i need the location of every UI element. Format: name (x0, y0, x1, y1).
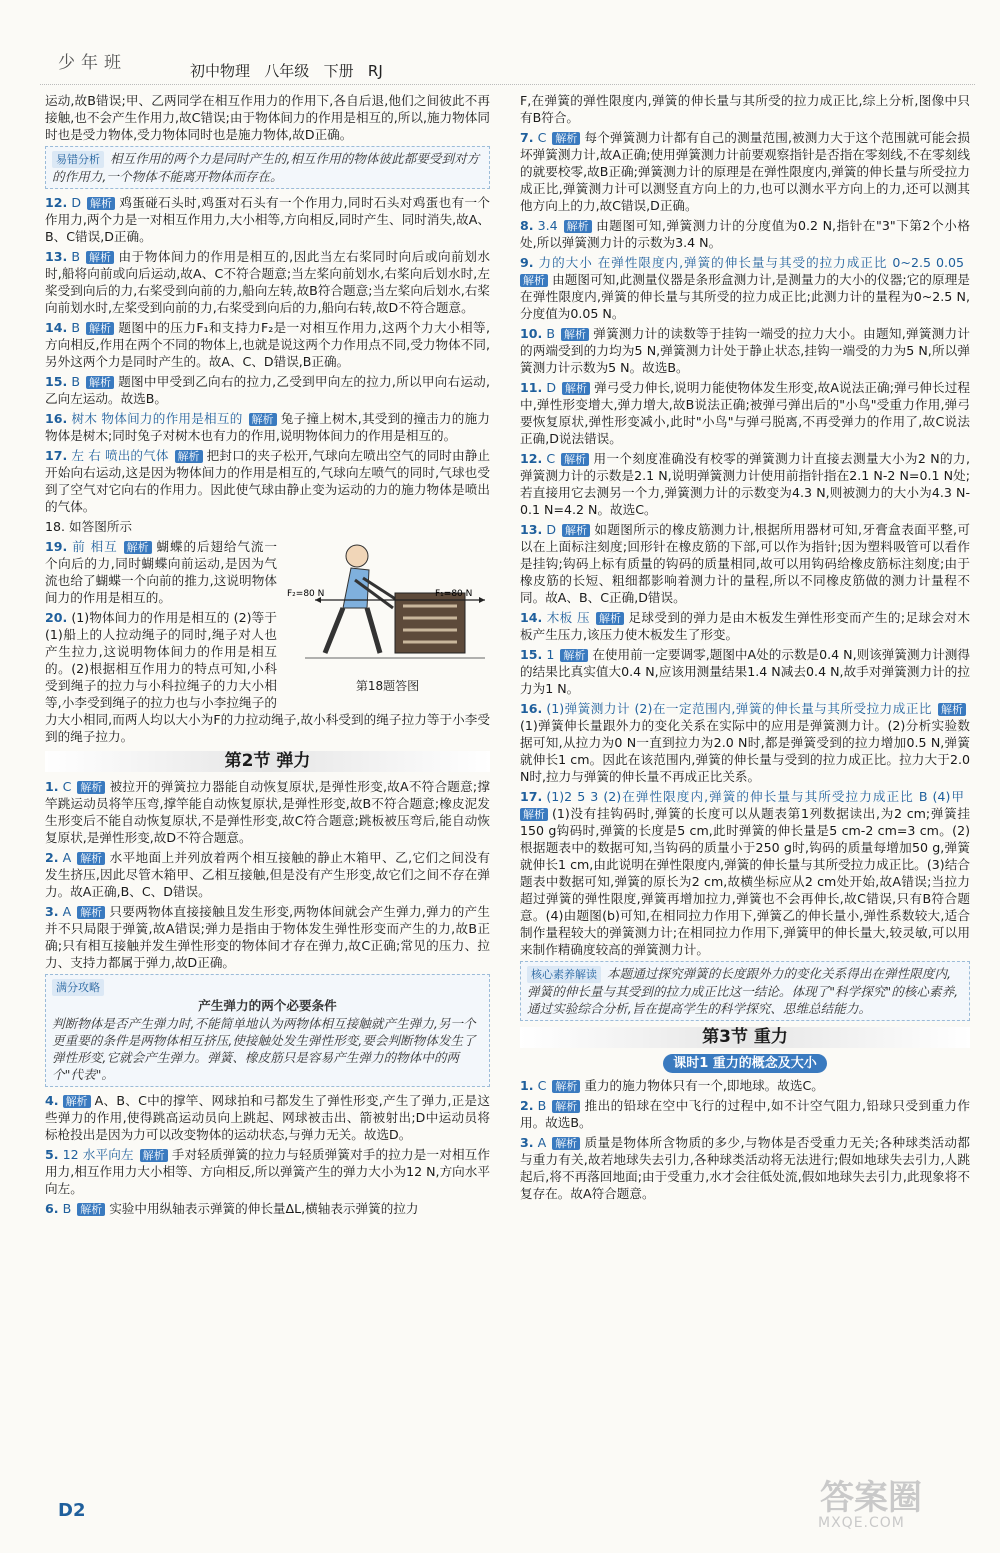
answer-explanation: 把封口的夹子松开,气球向左喷出空气的同时由静止开始向右运动,这是因为物体间力的作用是相互的,气球向左喷气的同时,气球也受到了空气对它向右的作用力。因此使气球由静止变为运动的力的施力物体是喷出的气体。 (45, 448, 490, 514)
answer-key: C (537, 1078, 547, 1093)
answer-explanation: 在使用前一定要调零,题图中A处的示数是0.4 N,则该弹簧测力计测得的结果比真实值大0.4 N,应该用测量结果1.4 N减去0.4 N,故手对弹簧测力计的拉力为1 N。 (520, 647, 970, 696)
answer-list (45, 778, 490, 971)
answer-number: 14. (45, 320, 68, 335)
answer-number: 7. (520, 130, 534, 145)
answer-explanation: A、B、C中的撑竿、网球拍和弓都发生了弹性形变,产生了弹力,正是这些弹力的作用,使得跳高运动员向上跳起、网球被击出、箭被射出;D中运动员将标枪投出是因为力可以改变物体的运动状态,与弹力无关。故选D。 (45, 1093, 490, 1142)
answer-number: 11. (520, 380, 543, 395)
answer-key: 树木 物体间力的作用是相互的 (71, 411, 243, 426)
answer-explanation: 质量是物体所含物质的多少,与物体是否受重力无关;各种球类活动都与重力有关,故若地球失去引力,各种球类活动将无法进行;假如地球失去引力,人跳起后,将不再落回地面;由于受重力,水才会往低处流,假如地球失去引力,此现象将不复存在。故A符合题意。 (520, 1135, 970, 1201)
header-divider (40, 84, 975, 85)
left-column (45, 92, 490, 1220)
answer-number: 1. (45, 779, 59, 794)
figure-18 (285, 538, 490, 695)
analysis-tag: 解析 (520, 808, 548, 821)
answer-explanation: 弹弓受力伸长,说明力能使物体发生形变,故A说法正确;弹弓伸长过程中,弹性形变增大,弹力增大,故B说法正确;被弹弓弹出后的"小鸟"受重力作用,弹弓要恢复原状,弹性形变减小,此时"小鸟"与弹弓脱离,不再受弹力的作用了,故C说法正确,D说法错误。 (520, 380, 970, 446)
analysis-tag: 解析 (552, 1080, 580, 1093)
answer-item (45, 410, 490, 444)
watermark-url: MXQE.COM (818, 1515, 905, 1531)
answer-explanation: 实验中用纵轴表示弹簧的伸长量ΔL,横轴表示弹簧的拉力 (109, 1201, 419, 1216)
box-icon (395, 593, 465, 653)
answer-number: 6. (45, 1201, 59, 1216)
answer-key: 3.4 (537, 218, 558, 233)
answer-number: 15. (520, 647, 543, 662)
analysis-tag: 解析 (560, 649, 588, 662)
analysis-tag: 解析 (938, 703, 966, 716)
answer-number: 5. (45, 1147, 59, 1162)
core-literacy-text: 本题通过探究弹簧的长度跟外力的变化关系得出在弹性限度内,弹簧的伸长量与其受到的拉力成正比这一结论。体现了"科学探究"的核心素养,通过实验综合分析,旨在提高学生的科学探究、思维总结能力。 (527, 966, 959, 1016)
answer-key: A (62, 904, 72, 919)
answer-explanation: 用一个刻度准确没有校零的弹簧测力计直接去测量大小为2 N的力,弹簧测力计的示数是2.1 N,说明弹簧测力计使用前指针指在2.1 N-2 N=0.1 N处;若直接用它去测另一个力,弹簧测力计的示数变为4.3 N,则被测力的大小为4.3 N-0.1 N=4.2 N。故选C。 (520, 451, 970, 517)
answer-explanation: 由题图可知,此测量仪器是条形盒测力计,是测量力的大小的仪器;它的原理是在弹性限度内,弹簧的伸长量与其所受的拉力成正比;此测力计的量程为0~2.5 N,分度值为0.05 N。 (520, 272, 970, 321)
answer-explanation: 手对轻质弹簧的拉力与轻质弹簧对手的拉力是一对相互作用力,相互作用力大小相等、方向相反,所以弹簧产生的弹力大小为12 N,方向水平向左。 (45, 1147, 491, 1196)
answer-item (45, 518, 490, 535)
answer-explanation: 被拉开的弹簧拉力器能自动恢复原状,是弹性形变,故A不符合题意;撑竿跳运动员将竿压弯,撑竿能自动恢复原状,是弹性形变,故B不符合题意;橡皮泥发生形变后不能自动恢复原状,不是弹性形变,故C符合题意;跳板被压弯后,能自动恢复原状,是弹性形变,故D不符合题意。 (45, 779, 490, 845)
analysis-tag: 解析 (552, 1100, 580, 1113)
answer-item (520, 325, 970, 376)
answer-explanation: 足球受到的弹力是由木板发生弹性形变而产生的;足球会对木板产生压力,该压力使木板发生了形变。 (520, 610, 970, 642)
analysis-tag: 解析 (124, 541, 152, 554)
answer-item (520, 450, 970, 518)
answer-number: 8. (520, 218, 534, 233)
answer-number: 15. (45, 374, 68, 389)
answer-item (520, 521, 970, 606)
page-number: D2 (58, 1500, 86, 1521)
answer-item (45, 903, 490, 971)
answer-18: 18. 如答图所示 (45, 519, 133, 534)
answer-number: 4. (45, 1093, 59, 1108)
lesson-label: 课时1 重力的概念及大小 (663, 1054, 827, 1073)
answer-key: A (537, 1135, 547, 1150)
answer-number: 9. (520, 255, 534, 270)
book-title: 初中物理 八年级 下册 RJ (190, 62, 383, 80)
answer-explanation: 只要两物体直接接触且发生形变,两物体间就会产生弹力,弹力的产生并不只局限于弹簧,故A错误;弹力是指由于物体发生弹性形变而产生的力,故B正确;只有相互接触并发生弹性形变的物体间才存在弹力,故C正确;常见的压力、拉力、支持力都属于弹力,故D正确。 (45, 904, 490, 970)
mistake-analysis-box (45, 146, 490, 189)
full-score-box (45, 974, 490, 1087)
answer-explanation: 推出的铅球在空中飞行的过程中,如不计空气阻力,铅球只受到重力作用。故选B。 (520, 1098, 970, 1130)
boy-legs-icon (325, 608, 380, 653)
answer-explanation: 题图中的压力F₁和支持力F₂是一对相互作用力,这两个力大小相等,方向相反,作用在两个不同的物体上,也就是说这两个力作用点不同,受力物体不同,另外这两个力是同时产生的。故A、C、D错误,B正确。 (45, 320, 490, 369)
section-heading: 第2节 弹力 (45, 751, 490, 772)
answer-number: 13. (45, 249, 68, 264)
answer-key: D (546, 380, 557, 395)
figure-caption: 第18题答图 (355, 679, 420, 693)
f1-label: F₁=80 N (435, 589, 473, 599)
analysis-tag: 解析 (87, 197, 115, 210)
answer-number: 20. (45, 610, 68, 625)
answer-key: 1 (546, 647, 555, 662)
answer-explanation: 由于物体间力的作用是相互的,因此当左右桨同时向后或向前划水时,船将向前或向后运动,故A、C不符合题意;当左桨向前划水,右桨向后划水时,左桨受到向后的力,右桨受到向前的力,船向左转,故B符合题意;当左桨向后划水,右桨向前划水时,左桨受到向前的力,右桨受到向后的力,船向右转,故D不符合题意。 (45, 249, 490, 315)
analysis-tag: 解析 (564, 220, 592, 233)
full-score-label: 满分攻略 (52, 979, 104, 996)
answer-item (45, 319, 490, 370)
answer-list (520, 129, 970, 958)
answer-item (45, 447, 490, 515)
analysis-tag: 解析 (561, 453, 589, 466)
answer-item (45, 1146, 490, 1197)
answer-number: 14. (520, 610, 543, 625)
analysis-tag: 解析 (552, 132, 580, 145)
series-logo: 少年班 (58, 53, 127, 73)
answer-number: 16. (520, 701, 543, 716)
answer-explanation: (1)弹簧伸长量跟外力的变化关系在实际中的应用是弹簧测力计。(2)分析实验数据可知,从拉力为0 N一直到拉力为2.0 N时,都是弹簧受到的拉力增加0.5 N,弹簧就伸长1 cm。因此在该范围内,弹簧的伸长量与受到的拉力成正比。拉力大于2.0 N时,拉力与弹簧的伸长量不再成正比关系。 (520, 718, 970, 784)
analysis-tag: 解析 (175, 450, 203, 463)
answer-number: 2. (45, 850, 59, 865)
answer-number: 3. (520, 1135, 534, 1150)
answer-explanation: 兔子撞上树木,其受到的撞击力的施力物体是树木;同时兔子对树木也有力的作用,说明物体间力的作用是相互的。 (45, 411, 490, 443)
answer-explanation: 如题图所示的橡皮筋测力计,根据所用器材可知,牙膏盒表面平整,可以在上面标注刻度;回形针在橡皮筋的下部,可以作为指针;因为塑料吸管可以看作是挂钩;钩码上标有质量的钩码的质量相同,故可以用钩码给橡皮筋标注刻度;由于橡皮筋的长短、粗细都影响着测力计的量程,所以不同橡皮筋做的测力计量程不同。故A、B、C正确,D错误。 (520, 522, 970, 605)
answer-number: 19. (45, 539, 68, 554)
full-score-title: 产生弹力的两个必要条件 (198, 998, 337, 1013)
answer-key: B (546, 326, 555, 341)
answer-list (520, 1077, 970, 1202)
answer-number: 2. (520, 1098, 534, 1113)
answer-number: 3. (45, 904, 59, 919)
answer-explanation: (1)没有挂钩码时,弹簧的长度可以从题表第1列数据读出,为2 cm;弹簧挂150 g钩码时,弹簧的长度是5 cm,此时弹簧的伸长量是5 cm-2 cm=3 cm。(2)根据题表中的数据可知,当钩码的质量小于250 g时,钩码的质量每增加50 g,弹簧就伸长1 cm,由此说明在弹性限度内,弹簧的伸长量与其所受拉力成正比。(3)结合题表中数据可知,弹簧的原长为2 cm,故横坐标应从2 cm处开始,故A错误;当拉力超过弹簧的弹性限度,弹簧再增加拉力,弹簧也不会再伸长,故C错误,只有B符合题意。(4)由题图(b)可知,在相同拉力作用下,弹簧乙的伸长量小,弹性系数较大,适合制作量程较大的弹簧测力计;在相同拉力作用下,弹簧甲的伸长量大,较灵敏,可以用来制作精确度较高的弹簧测力计。 (520, 806, 970, 957)
answer-key: 力的大小 在弹性限度内,弹簧的伸长量与其受的拉力成正比 0~2.5 0.05 (537, 255, 964, 270)
lesson-heading (520, 1054, 970, 1073)
analysis-tag: 解析 (552, 1137, 580, 1150)
answer-key: C (62, 779, 72, 794)
analysis-tag: 解析 (562, 382, 590, 395)
boy-head-icon (346, 545, 368, 567)
answer-key: 左 右 喷出的气体 (71, 448, 169, 463)
answer-key: C (537, 130, 547, 145)
answer-item (520, 609, 970, 643)
full-score-text: 判断物体是否产生弹力时,不能简单地认为两物体相互接触就产生弹力,另一个更重要的条件是两物体相互挤压,使接触处发生弹性形变,要会判断物体发生了弹性形变,它就会产生弹力。弹簧、橡皮筋只是容易产生弹力的物体中的两个"代表"。 (52, 1016, 476, 1082)
answer-explanation: 题图中甲受到乙向右的拉力,乙受到甲向左的拉力,所以甲向右运动,乙向左运动。故选B。 (45, 374, 490, 406)
analysis-tag: 解析 (596, 612, 624, 625)
answer-key: B (62, 1201, 72, 1216)
answer-key: 12 水平向左 (62, 1147, 134, 1162)
answer-item (520, 129, 970, 214)
answer-key: A (62, 850, 72, 865)
watermark-logo: 答案圈 (820, 1478, 922, 1518)
answer-explanation: 水平地面上并列放着两个相互接触的静止木箱甲、乙,它们之间没有发生挤压,因此尽管木箱甲、乙相互接触,但是没有产生形变,故它们之间不存在弹力。故A正确,B、C、D错误。 (45, 850, 490, 899)
answer-explanation: 蝴蝶的后翅给气流一个向后的力,同时蝴蝶向前运动,是因为气流也给了蝴蝶一个向前的推力,这说明物体间力的作用是相互的。 (45, 539, 277, 605)
f2-label: F₂=80 N (287, 589, 325, 599)
answer-key: B (537, 1098, 547, 1113)
answer-key: C (546, 451, 556, 466)
analysis-tag: 解析 (520, 274, 548, 287)
answer-key: B (71, 249, 80, 264)
analysis-tag: 解析 (77, 1203, 105, 1216)
answer-item (45, 849, 490, 900)
answer-item (520, 1077, 970, 1094)
answer-item (520, 217, 970, 251)
answer-number: 1. (520, 1078, 534, 1093)
answer-explanation: 由题图可知,弹簧测力计的分度值为0.2 N,指针在"3"下第2个小格处,所以弹簧测力计的示数为3.4 N。 (520, 218, 970, 250)
answer-item (45, 1200, 490, 1217)
answer-continuation: 运动,故B错误;甲、乙两同学在相互作用力的作用下,各自后退,他们之间彼此不再接触,也不会产生作用力,故C错误;由于物体间力的作用是相互的,所以,施力物体同时也是受力物体,受力物体同时也是施力物体,故D正确。 (45, 93, 490, 142)
mistake-analysis-label: 易错分析 (52, 151, 104, 168)
answer-list (45, 1092, 490, 1217)
mistake-analysis-text: 相互作用的两个力是同时产生的,相互作用的物体彼此都要受到对方的作用力,一个物体不能离开物体而存在。 (52, 151, 480, 184)
analysis-tag: 解析 (86, 322, 114, 335)
answer-number: 12. (45, 195, 68, 210)
answer-item (45, 778, 490, 846)
analysis-tag: 解析 (77, 906, 105, 919)
analysis-tag: 解析 (561, 328, 589, 341)
answer-item (520, 646, 970, 697)
answer-key: 前 相互 (71, 539, 118, 554)
answer-number: 10. (520, 326, 543, 341)
analysis-tag: 解析 (77, 781, 105, 794)
answer-number: 13. (520, 522, 543, 537)
answer-key: (1)2 5 3 (2)在弹性限度内,弹簧的伸长量与其所受拉力成正比 B (4)甲 (546, 789, 964, 804)
answer-key: 木板 压 (546, 610, 591, 625)
answer-key: D (546, 522, 557, 537)
answer-item (520, 254, 970, 322)
answer-number: 17. (520, 789, 543, 804)
answer-item (45, 1092, 490, 1143)
core-literacy-label: 核心素养解读 (527, 966, 601, 983)
analysis-tag: 解析 (249, 413, 277, 426)
analysis-tag: 解析 (77, 852, 105, 865)
answer-number: 16. (45, 411, 68, 426)
answer-explanation: (1)物体间力的作用是相互的 (2)等于 (1)船上的人拉动绳子的同时,绳子对人也产生拉力,这说明物体间力的作用是相互的。(2)根据相互作用力的特点可知,小科受到绳子的拉力与小科拉绳子的力大小相等,小李受到绳子的拉力也与小李拉绳子的力大小相同,而两人均以大小为F的力拉动绳子,故小科受到的绳子拉力等于小李受到的绳子拉力。 (45, 610, 490, 744)
answer-item (520, 700, 970, 785)
boy-pushing-box-figure (285, 538, 490, 678)
analysis-tag: 解析 (86, 376, 114, 389)
answer-explanation: 每个弹簧测力计都有自己的测量范围,被测力大于这个范围就可能会损坏弹簧测力计,故A正确;使用弹簧测力计前要观察指针是否指在零刻线,不在零刻线的就要校零,故B正确;弹簧测力计的原理是在弹性限度内,弹簧的伸长量与所受拉力成正比,弹簧测力计可以测竖直方向上的力,也可以测水平方向上的力,还可以测其他方向上的力,故C错误,D正确。 (520, 130, 970, 213)
section-heading: 第3节 重力 (520, 1027, 970, 1048)
core-literacy-box (520, 961, 970, 1021)
analysis-tag: 解析 (86, 251, 114, 264)
answer-list (45, 194, 490, 515)
answer-number: 17. (45, 448, 68, 463)
answer-item (45, 248, 490, 316)
page-header (0, 0, 1000, 82)
answer-item (45, 373, 490, 407)
answer-item (520, 379, 970, 447)
analysis-tag: 解析 (63, 1095, 91, 1108)
answer-key: (1)弹簧测力计 (2)在一定范围内,弹簧的伸长量与其所受拉力成正比 (546, 701, 932, 716)
answer-explanation: 鸡蛋碰石头时,鸡蛋对石头有一个作用力,同时石头对鸡蛋也有一个作用力,两个力是一对相互作用力,大小相等,方向相反,同时产生、同时消失,故A、B、C错误,D正确。 (45, 195, 490, 244)
analysis-tag: 解析 (562, 524, 590, 537)
answer-item (45, 194, 490, 245)
answer-item (520, 1097, 970, 1131)
answer-explanation: 重力的施力物体只有一个,即地球。故选C。 (584, 1078, 824, 1093)
answer-key: B (71, 320, 80, 335)
answer-item (520, 788, 970, 958)
answer-continuation: F,在弹簧的弹性限度内,弹簧的伸长量与其所受的拉力成正比,综上分析,图像中只有B符合。 (520, 93, 970, 125)
analysis-tag: 解析 (140, 1149, 168, 1162)
answer-item (520, 1134, 970, 1202)
answer-number: 12. (520, 451, 543, 466)
answer-key: D (71, 195, 82, 210)
answer-item-19-20 (45, 538, 490, 745)
answer-explanation: 弹簧测力计的读数等于挂钩一端受的拉力大小。由题知,弹簧测力计的两端受到的力均为5 N,弹簧测力计处于静止状态,挂钩一端受的力为5 N,所以弹簧测力计示数为5 N。故选B。 (520, 326, 970, 375)
right-column (520, 92, 970, 1205)
answer-key: B (71, 374, 80, 389)
